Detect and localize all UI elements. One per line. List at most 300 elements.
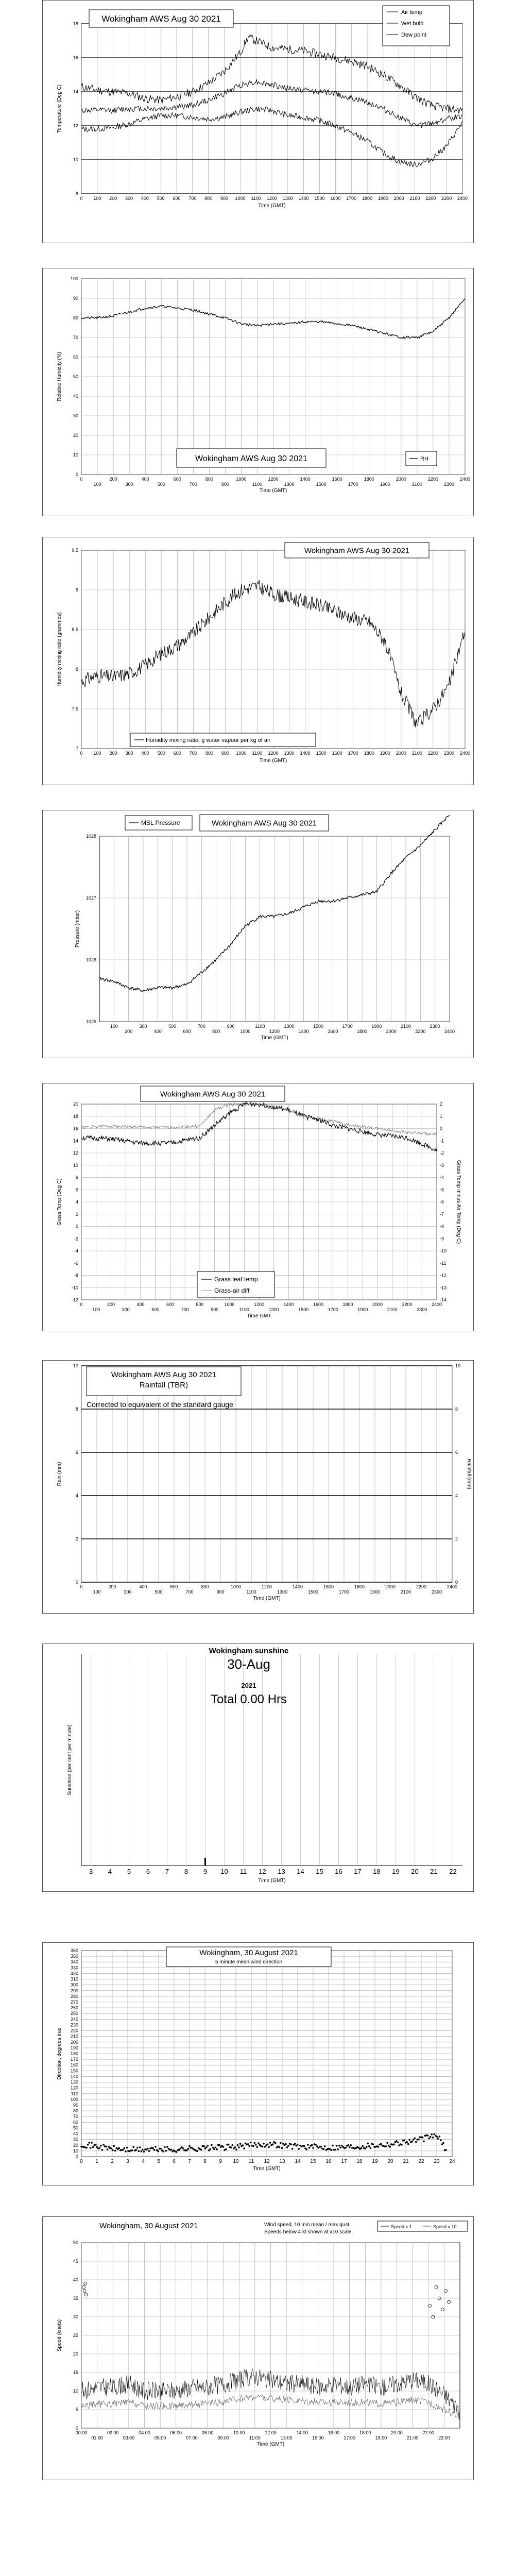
wind-direction-point	[196, 2150, 198, 2152]
x-tick-label: 900	[220, 196, 229, 201]
x-tick-label: 7	[188, 2159, 191, 2164]
wind-direction-point	[297, 2144, 299, 2146]
legend-label: Speed x 1	[391, 2224, 412, 2229]
y-tick-label: 320	[70, 1971, 78, 1976]
x-tick-label: 11:00	[249, 2435, 261, 2441]
wind-direction-point	[442, 2142, 444, 2144]
x-tick-label: 1700	[338, 1589, 350, 1595]
wind-direction-point	[407, 2143, 409, 2145]
wind-direction-point	[320, 2146, 322, 2148]
x-tick-label: 1400	[300, 477, 311, 482]
wind-direction-point	[401, 2144, 403, 2146]
y-tick-label: 1025	[85, 1019, 96, 1024]
wind-direction-point	[135, 2149, 137, 2151]
x-tick-label: 02:00	[107, 2430, 119, 2435]
chart-panel-mixing-ratio	[42, 537, 474, 785]
x-tick-label: 8	[184, 1868, 188, 1875]
y-tick-label: 0	[75, 1580, 78, 1585]
x-tick-label: 6	[146, 1868, 150, 1875]
x-tick-label: 2100	[387, 1307, 398, 1312]
y-axis-label: Rain (mm)	[57, 1462, 62, 1486]
x-tick-label: 700	[188, 196, 197, 201]
x-axis-label: Time (GMT)	[261, 1035, 288, 1041]
y-tick-label: 0	[75, 472, 78, 477]
y-tick-label: 10	[73, 1162, 78, 1168]
y-tick-label: 6	[75, 1450, 78, 1455]
x-tick-label: 200	[107, 1302, 115, 1307]
wind-direction-point	[281, 2147, 283, 2149]
x-tick-label: 16	[325, 2159, 332, 2164]
y-tick-label: 10	[73, 452, 78, 457]
y-axis-label: Relative Humidity (%)	[57, 351, 62, 402]
x-tick-label: 1100	[254, 1024, 265, 1029]
x-tick-label: 500	[157, 751, 165, 756]
y-tick-label: -10	[71, 1285, 78, 1291]
x-tick-label: 1000	[224, 1302, 235, 1307]
wind-direction-point	[393, 2143, 395, 2145]
x-tick-label: 2000	[386, 1029, 397, 1034]
y-tick-label: -12	[71, 1297, 78, 1302]
wind-direction-point	[225, 2148, 227, 2150]
wind-direction-point	[307, 2144, 309, 2146]
wind-direction-point	[408, 2139, 410, 2141]
wind-direction-point	[440, 2139, 442, 2141]
x-tick-label: 900	[221, 482, 229, 487]
x-tick-label: 1700	[328, 1307, 338, 1312]
x-tick-label: 1000	[236, 477, 247, 482]
wind-direction-point	[216, 2148, 218, 2150]
y-tick-label: 5	[75, 2407, 78, 2412]
y2-tick-label: 1	[440, 1113, 443, 1119]
x-tick-label: 18:00	[359, 2430, 371, 2435]
y2-tick-label: 8	[455, 1406, 458, 1412]
x-tick-label: 09:00	[217, 2435, 229, 2441]
x-tick-label: 600	[183, 1029, 191, 1034]
x-tick-label: 23:00	[438, 2435, 450, 2441]
x-tick-label: 2300	[441, 196, 452, 201]
wind-direction-point	[213, 2148, 215, 2150]
x-tick-label: 0	[80, 1302, 83, 1307]
y-tick-label: 180	[70, 2051, 78, 2056]
wind-direction-point	[341, 2145, 343, 2147]
x-tick-label: 2100	[411, 751, 422, 756]
wind-direction-point	[139, 2146, 141, 2148]
x-tick-label: 400	[141, 196, 149, 201]
x-tick-label: 1200	[268, 477, 279, 482]
wind-direction-point	[212, 2147, 214, 2149]
y-tick-label: 8	[75, 1406, 78, 1412]
y-tick-label: 0	[75, 2154, 78, 2159]
wind-direction-point	[147, 2148, 149, 2150]
wind-direction-point	[337, 2148, 339, 2150]
x-tick-label: 2300	[431, 1589, 442, 1595]
legend-label: Wet bulb	[401, 21, 424, 27]
wind-direction-point	[437, 2138, 439, 2140]
legend-label: MSL Pressure	[141, 819, 180, 826]
x-tick-label: 2400	[447, 1584, 458, 1589]
y-tick-label: 12	[73, 1150, 78, 1156]
x-tick-label: 21:00	[406, 2435, 419, 2441]
y-tick-label: 50	[73, 2240, 78, 2245]
wind-direction-point	[132, 2146, 134, 2148]
chart-panel-wind-speed	[42, 2216, 474, 2480]
x-tick-label: 1600	[313, 1302, 324, 1307]
x-tick-label: 1000	[236, 751, 247, 756]
wind-direction-point	[141, 2150, 143, 2153]
x-tick-label: 900	[227, 1024, 235, 1029]
y-tick-label: 300	[70, 1982, 78, 1988]
x-tick-label: 1600	[330, 196, 341, 201]
y-tick-label: 16	[73, 55, 78, 60]
x-tick-label: 1100	[239, 1307, 249, 1312]
wind-direction-point	[186, 2149, 188, 2151]
y-tick-label: 9	[75, 587, 78, 592]
wind-direction-point	[211, 2144, 213, 2146]
y-tick-label: 20	[73, 2351, 78, 2357]
wind-direction-point	[210, 2148, 212, 2150]
x-tick-label: 300	[122, 1307, 130, 1312]
y2-tick-label: -12	[440, 1273, 447, 1278]
y2-tick-label: -14	[440, 1297, 447, 1302]
x-tick-label: 1800	[362, 196, 373, 201]
x-tick-label: 1300	[284, 482, 295, 487]
y-tick-label: 8.5	[72, 627, 78, 632]
x-tick-label: 600	[170, 1584, 178, 1589]
wind-direction-point	[215, 2147, 217, 2149]
x-tick-label: 15	[310, 2159, 316, 2164]
wind-direction-point	[252, 2145, 254, 2147]
wind-direction-point	[95, 2144, 97, 2146]
x-tick-label: 21	[403, 2159, 409, 2164]
x-tick-label: 1200	[268, 751, 279, 756]
y-tick-label: 9.5	[72, 548, 78, 553]
legend-label: RH	[420, 456, 428, 462]
y-tick-label: 12	[73, 123, 78, 128]
y-tick-label: -2	[74, 1236, 78, 1242]
x-tick-label: 3	[126, 2159, 129, 2164]
y-tick-label: 190	[70, 2045, 78, 2050]
y-tick-label: 240	[70, 2016, 78, 2022]
y2-tick-label: 6	[455, 1450, 458, 1455]
wind-direction-point	[349, 2146, 351, 2148]
y2-axis-label: Grass Temp minus Air Temp (Deg C)	[456, 1160, 461, 1244]
y-tick-label: 80	[73, 315, 78, 320]
wind-direction-point	[294, 2143, 296, 2145]
y-tick-label: 150	[70, 2068, 78, 2074]
wind-direction-point	[415, 2141, 417, 2143]
y-axis-label: Humidity mixing ratio (grammes)	[57, 612, 62, 687]
x-tick-label: 1100	[251, 196, 261, 201]
x-tick-label: 2200	[427, 751, 438, 756]
chart-title: Wokingham AWS Aug 30 2021	[195, 454, 307, 463]
chart-note: Speeds below 4 kt shown at x10 scale	[264, 2229, 352, 2235]
x-tick-label: 700	[185, 1589, 194, 1595]
y2-tick-label: 0	[455, 1580, 458, 1585]
x-tick-label: 700	[181, 1307, 189, 1312]
x-axis-label: Time GMT	[247, 1313, 271, 1319]
x-tick-label: 2000	[396, 477, 406, 482]
y-tick-label: 16	[73, 1126, 78, 1131]
chart-annotation: Corrected to equivalent of the standard gauge	[87, 1400, 233, 1409]
y-tick-label: 330	[70, 1965, 78, 1971]
x-tick-label: 15	[316, 1868, 323, 1875]
wind-direction-point	[170, 2149, 173, 2151]
y-tick-label: 7.5	[72, 706, 78, 711]
x-tick-label: 1000	[230, 1584, 242, 1589]
chart-subtitle: Wind speed, 10 min mean / max gust	[264, 2222, 350, 2228]
y-tick-label: 25	[73, 2333, 78, 2338]
y-tick-label: 10	[73, 1363, 78, 1368]
wind-direction-point	[428, 2138, 430, 2140]
y-tick-label: -6	[74, 1260, 78, 1266]
wind-direction-point	[154, 2146, 157, 2148]
wind-direction-point	[368, 2145, 370, 2147]
wind-direction-point	[160, 2148, 162, 2150]
x-tick-label: 20:00	[391, 2430, 403, 2435]
wind-direction-point	[99, 2147, 101, 2149]
y-tick-label: 340	[70, 1959, 78, 1965]
wind-direction-point	[370, 2147, 372, 2149]
wind-direction-point	[247, 2143, 249, 2145]
wind-direction-point	[222, 2146, 225, 2148]
x-tick-label: 2200	[427, 477, 438, 482]
wind-direction-point	[315, 2144, 317, 2146]
wind-direction-point	[153, 2149, 156, 2151]
wind-direction-point	[258, 2142, 260, 2144]
x-tick-label: 1200	[266, 196, 278, 201]
y-tick-label: 170	[70, 2057, 78, 2062]
x-tick-label: 5	[157, 2159, 160, 2164]
wind-direction-point	[110, 2147, 112, 2149]
x-tick-label: 400	[136, 1302, 145, 1307]
chart-subtitle: Rainfall (TBR)	[139, 1381, 188, 1389]
x-tick-label: 1300	[282, 196, 293, 201]
y-tick-label: 30	[73, 2137, 78, 2142]
x-tick-label: 100	[93, 482, 101, 487]
x-tick-label: 900	[221, 751, 229, 756]
wind-direction-point	[165, 2150, 167, 2152]
x-tick-label: 9	[219, 2159, 222, 2164]
x-tick-label: 00:00	[75, 2430, 88, 2435]
x-tick-label: 2400	[457, 196, 468, 201]
wind-direction-point	[113, 2145, 115, 2147]
y-tick-label: 40	[73, 2277, 78, 2282]
x-tick-label: 1800	[356, 1029, 368, 1034]
x-tick-label: 1	[95, 2159, 98, 2164]
x-tick-label: 800	[196, 1302, 204, 1307]
y2-tick-label: -2	[440, 1150, 444, 1156]
x-tick-label: 300	[125, 482, 133, 487]
wind-direction-point	[413, 2139, 415, 2141]
wind-direction-point	[445, 2149, 447, 2151]
x-tick-label: 1600	[332, 751, 342, 756]
wind-direction-point	[205, 2146, 208, 2148]
wind-direction-point	[105, 2146, 107, 2148]
wind-direction-point	[290, 2143, 292, 2145]
wind-direction-point	[96, 2146, 98, 2148]
x-tick-label: 18	[356, 2159, 363, 2164]
x-tick-label: 4	[108, 1868, 112, 1875]
wind-direction-point	[436, 2136, 438, 2138]
x-tick-label: 1800	[354, 1584, 365, 1589]
wind-direction-point	[108, 2146, 110, 2148]
x-tick-label: 0	[80, 477, 83, 482]
x-tick-label: 0	[80, 1584, 83, 1589]
y-tick-label: 10	[73, 2148, 78, 2154]
chart-title: Wokingham AWS Aug 30 2021	[160, 1090, 266, 1099]
x-tick-label: 100	[93, 751, 101, 756]
y-tick-label: 60	[73, 354, 78, 360]
y-tick-label: 20	[73, 433, 78, 438]
wind-direction-point	[243, 2147, 245, 2149]
x-tick-label: 2400	[459, 477, 471, 482]
x-tick-label: 800	[205, 477, 213, 482]
x-tick-label: 14:00	[296, 2430, 308, 2435]
legend-label: Humidity mixing ratio, g water vapour per kg of air	[146, 737, 271, 743]
y2-tick-label: -7	[440, 1211, 444, 1217]
chart-panel-grass-temp	[42, 1083, 474, 1331]
y2-tick-label: -3	[440, 1162, 444, 1168]
x-tick-label: 1800	[364, 477, 374, 482]
x-tick-label: 22	[418, 2159, 424, 2164]
y-tick-label: 18	[73, 1113, 78, 1119]
x-tick-label: 1400	[298, 1029, 309, 1034]
y2-tick-label: -11	[440, 1260, 447, 1266]
y-tick-label: 130	[70, 2079, 78, 2085]
wind-direction-point	[418, 2139, 420, 2141]
x-tick-label: 0	[80, 2159, 83, 2164]
x-tick-label: 600	[173, 196, 181, 201]
x-tick-label: 1100	[246, 1589, 256, 1595]
wind-direction-point	[362, 2145, 364, 2147]
wind-direction-point	[287, 2145, 289, 2147]
x-tick-label: 21	[430, 1868, 438, 1875]
x-axis-label: Time (GMT)	[259, 488, 287, 494]
y-tick-label: 90	[73, 2103, 78, 2108]
wind-direction-point	[112, 2149, 114, 2151]
wind-direction-point	[364, 2148, 366, 2150]
wind-direction-point	[323, 2148, 325, 2150]
y-axis-label: Pressure (mbar)	[75, 910, 80, 948]
y2-tick-label: 4	[455, 1493, 458, 1498]
x-tick-label: 700	[189, 751, 197, 756]
y2-tick-label: -6	[440, 1199, 444, 1205]
wind-direction-point	[230, 2147, 232, 2149]
y-tick-label: 60	[73, 2120, 78, 2125]
y2-tick-label: -10	[440, 1248, 447, 1253]
x-tick-label: 1200	[269, 1029, 280, 1034]
x-tick-label: 2200	[402, 1302, 413, 1307]
x-tick-label: 700	[189, 482, 197, 487]
x-tick-label: 300	[125, 751, 133, 756]
x-tick-label: 800	[204, 196, 213, 201]
wind-direction-point	[188, 2145, 191, 2147]
y-axis-label: Temperature (Deg C)	[57, 84, 62, 133]
x-tick-label: 14	[297, 1868, 304, 1875]
x-tick-label: 1300	[268, 1307, 279, 1312]
y-tick-label: 2	[75, 1211, 78, 1217]
chart-title: Wokingham AWS Aug 30 2021	[211, 819, 317, 828]
x-tick-label: 10	[220, 1868, 228, 1875]
y-tick-label: 90	[73, 296, 78, 301]
wind-direction-point	[163, 2150, 165, 2153]
wind-direction-point	[176, 2151, 178, 2153]
wind-direction-point	[324, 2145, 326, 2147]
wind-direction-point	[350, 2144, 352, 2146]
y-tick-label: 70	[73, 2114, 78, 2120]
wind-direction-point	[377, 2146, 380, 2148]
wind-direction-point	[187, 2148, 190, 2150]
wind-direction-point	[306, 2148, 308, 2150]
x-tick-label: 0	[80, 751, 83, 756]
x-tick-label: 1300	[284, 1024, 295, 1029]
x-tick-label: 1500	[307, 1589, 319, 1595]
wind-direction-point	[239, 2143, 242, 2145]
wind-direction-point	[269, 2142, 271, 2144]
x-tick-label: 12:00	[265, 2430, 277, 2435]
x-tick-label: 1700	[346, 196, 357, 201]
x-tick-label: 1600	[332, 477, 342, 482]
y-tick-label: 4	[75, 1493, 78, 1498]
wind-direction-point	[166, 2146, 168, 2148]
x-tick-label: 400	[141, 477, 149, 482]
x-tick-label: 6	[173, 2159, 176, 2164]
wind-direction-point	[114, 2150, 116, 2152]
x-axis-label: Time (GMT)	[259, 758, 287, 764]
x-tick-label: 200	[125, 1029, 133, 1034]
x-tick-label: 400	[141, 751, 149, 756]
wind-direction-point	[90, 2147, 92, 2149]
wind-direction-point	[367, 2143, 369, 2145]
y2-tick-label: 10	[455, 1363, 461, 1368]
wind-direction-point	[238, 2146, 240, 2148]
y-tick-label: 290	[70, 1988, 78, 1993]
x-tick-label: 2300	[430, 1024, 440, 1029]
y-tick-label: 120	[70, 2085, 78, 2091]
y-tick-label: 15	[73, 2370, 78, 2375]
wind-direction-point	[235, 2149, 237, 2151]
wind-direction-point	[311, 2144, 313, 2146]
x-tick-label: 2000	[385, 1584, 396, 1589]
y-tick-label: 200	[70, 2039, 78, 2045]
y-tick-label: 140	[70, 2074, 78, 2079]
x-tick-label: 15:00	[312, 2435, 324, 2441]
x-axis-label: Time (GMT)	[258, 203, 286, 209]
wind-direction-point	[345, 2147, 347, 2149]
wind-direction-point	[131, 2149, 133, 2151]
y-tick-label: 1027	[85, 895, 96, 901]
x-tick-label: 1400	[283, 1302, 294, 1307]
y-tick-label: 160	[70, 2062, 78, 2068]
y-tick-label: 7	[75, 746, 78, 751]
x-tick-label: 100	[93, 196, 101, 201]
x-tick-label: 2	[111, 2159, 114, 2164]
y-tick-label: 4	[75, 1199, 78, 1205]
x-tick-label: 24	[449, 2159, 455, 2164]
x-tick-label: 1900	[369, 1589, 381, 1595]
x-tick-label: 300	[125, 196, 133, 201]
x-tick-label: 2100	[411, 482, 422, 487]
wind-direction-point	[372, 2143, 374, 2145]
y-tick-label: 30	[73, 2314, 78, 2319]
x-tick-label: 12	[264, 2159, 270, 2164]
x-tick-label: 19:00	[375, 2435, 387, 2441]
x-tick-label: 1100	[252, 751, 263, 756]
x-tick-label: 08:00	[201, 2430, 214, 2435]
chart-date: 30-Aug	[227, 1656, 270, 1672]
x-tick-label: 400	[139, 1584, 147, 1589]
wind-direction-point	[439, 2136, 441, 2138]
